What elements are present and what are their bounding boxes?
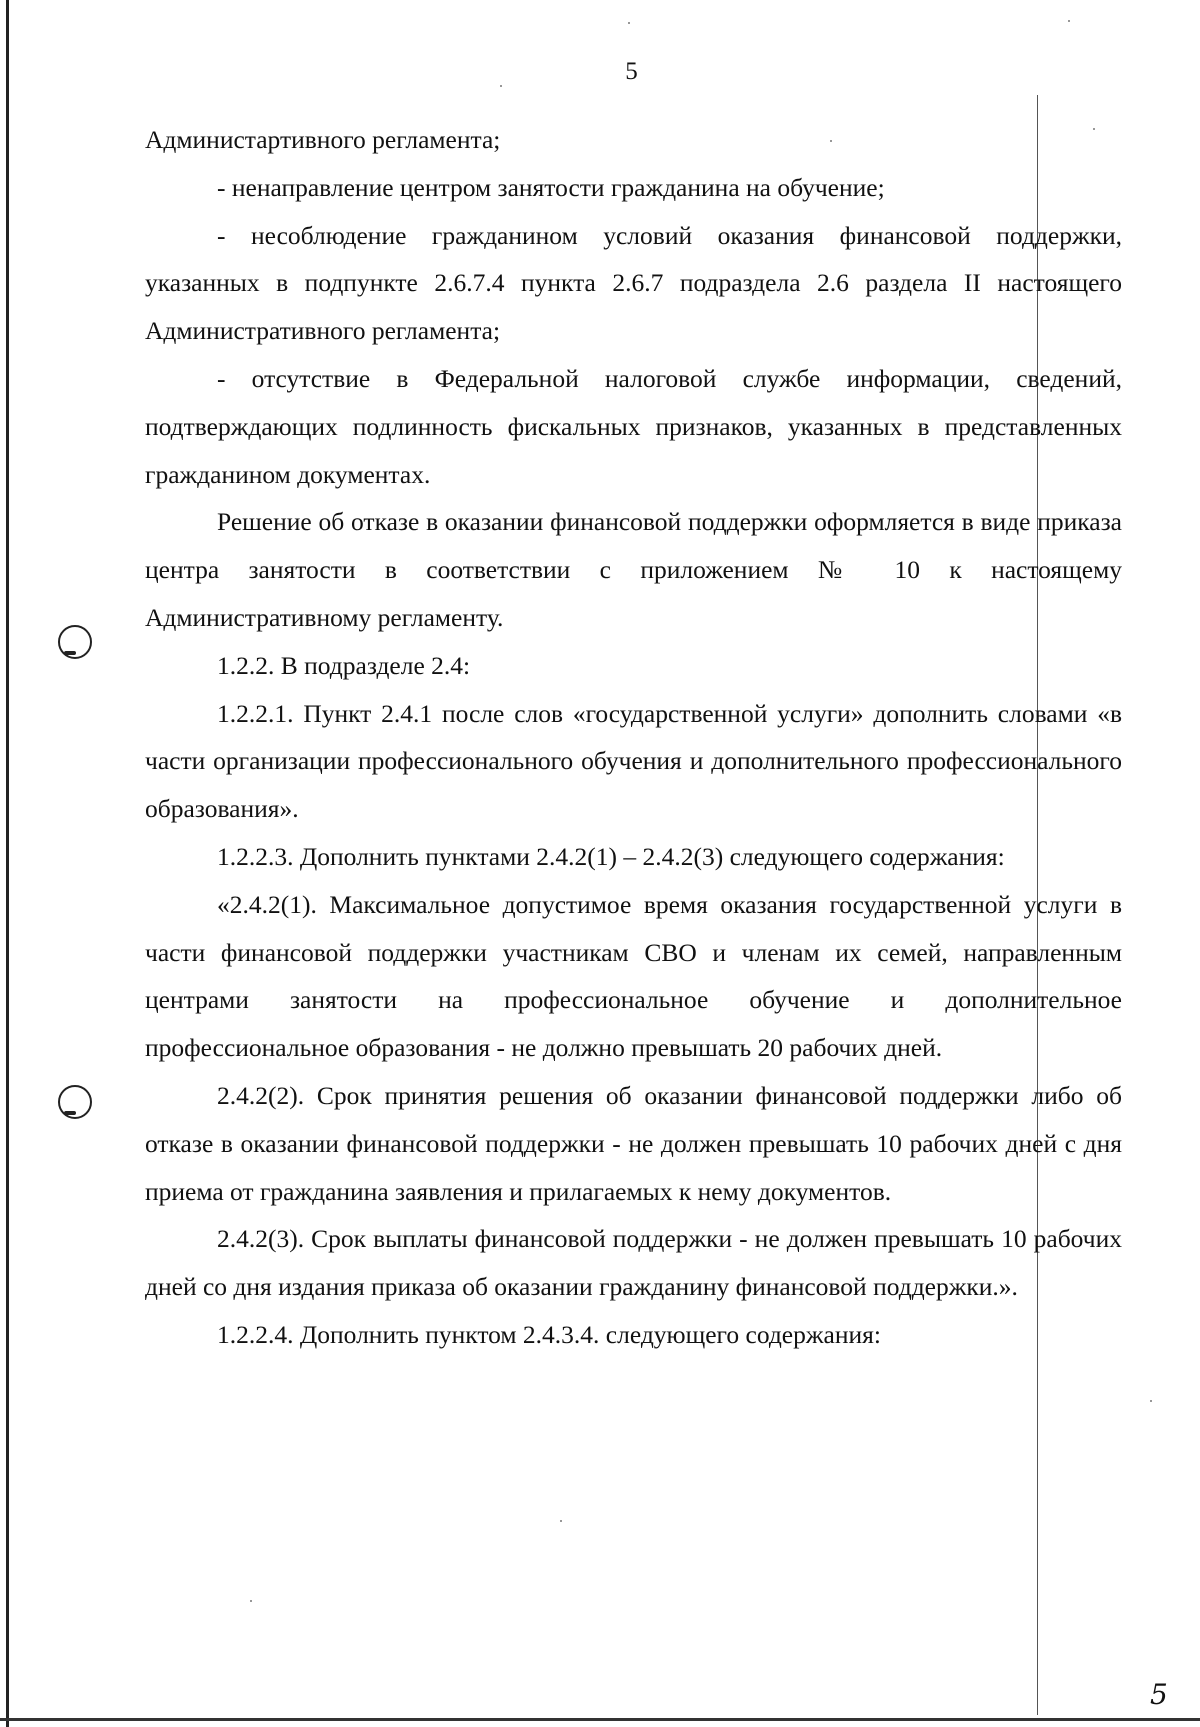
section-heading: 1.2.2. В подразделе 2.4:: [217, 650, 471, 680]
page-corner-mark: 5: [1150, 1678, 1168, 1711]
list-item: - отсутствие в Федеральной налоговой службе информации, сведений, подтверждающих подлинность фискальных признаков, указанных в представленных гражданином документах.: [145, 363, 1122, 489]
punch-hole-icon: [58, 1085, 92, 1119]
scan-speck: [560, 1520, 562, 1522]
scan-speck: [1068, 20, 1070, 22]
scan-speck: [628, 22, 630, 24]
paragraph: 1.2.2.4. Дополнить пунктом 2.4.3.4. следующего содержания:: [217, 1319, 881, 1349]
list-item: - ненаправление центром занятости гражданина на обучение;: [217, 172, 885, 202]
scan-edge: [0, 1718, 1200, 1721]
paragraph: 2.4.2(3). Срок выплаты финансовой поддержки - не должен превышать 10 рабочих дней со дня издания приказа об оказании гражданину финансовой поддержки.».: [145, 1224, 1122, 1302]
list-item: - несоблюдение гражданином условий оказания финансовой поддержки, указанных в подпункте 2.6.7.4 пункта 2.6.7 подраздела 2.6 раздела II настоящего Административного регламента;: [145, 220, 1122, 346]
scan-speck: [1150, 1400, 1152, 1402]
paragraph: «2.4.2(1). Максимальное допустимое время оказания государственной услуги в части финансовой поддержки участникам СВО и членам их семей, направленным центрами занятости на профессиональное обучение и дополнительное профессиональное образования - не должно превышать 20 рабочих дней.: [145, 889, 1122, 1063]
page-number: 5: [625, 58, 638, 85]
paragraph: Администартивного регламента;: [145, 125, 501, 154]
punch-hole-icon: [58, 625, 92, 659]
scan-edge: [6, 0, 9, 1727]
paragraph: 2.4.2(2). Срок принятия решения об оказании финансовой поддержки либо об отказе в оказании финансовой поддержки - не должен превышать 10 рабочих дней с дня приема от гражданина заявления и прилагаемых к нему документов.: [145, 1080, 1122, 1206]
scan-speck: [250, 1600, 252, 1602]
document-body: [145, 116, 1122, 1359]
paragraph: 1.2.2.1. Пункт 2.4.1 после слов «государственной услуги» дополнить словами «в части организации профессионального обучения и дополнительного профессионального образования».: [145, 698, 1122, 824]
paragraph: 1.2.2.3. Дополнить пунктами 2.4.2(1) – 2.4.2(3) следующего содержания:: [217, 841, 1005, 871]
paragraph: Решение об отказе в оказании финансовой поддержки оформляется в виде приказа центра занятости в соответствии с приложением № 10 к настоящему Административному регламенту.: [145, 507, 1122, 632]
